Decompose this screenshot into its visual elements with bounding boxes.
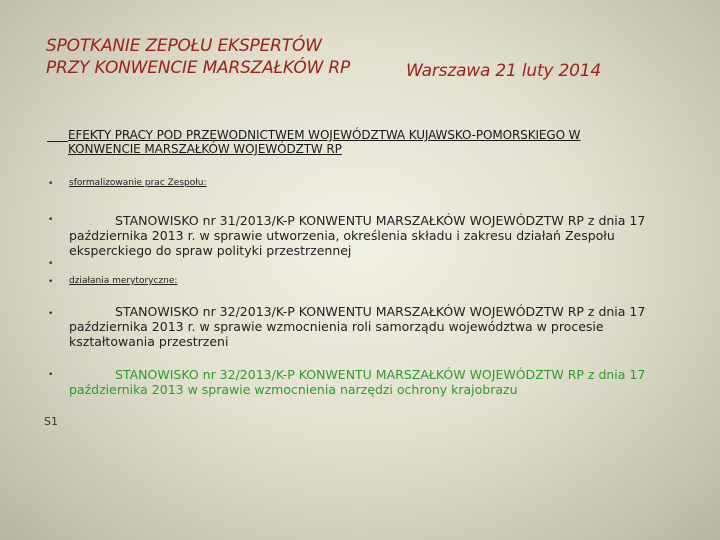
list-item-stanowisko-32-b (69, 367, 669, 397)
title-line-2: PRZY KONWENCIE MARSZAŁKÓW RP (46, 58, 351, 78)
list-item-sformalizowanie: sformalizowanie prac Zespołu: (69, 178, 207, 188)
list-item-stanowisko-31 (69, 213, 669, 258)
bullet-5: • (48, 370, 54, 380)
list-item-dzialania: działania merytoryczne: (69, 276, 178, 286)
stanowisko-32a-text: STANOWISKO nr 32/2013/K-P KONWENTU MARSZAŁKÓW WOJEWÓDZTW RP z dnia 17 października 2013 r. w sprawie wzmocnienia roli samorządu województwa w procesie kształtowania przestrzeni (69, 304, 646, 349)
bullet-empty: • (48, 259, 54, 269)
bullet-3: • (48, 277, 54, 287)
bullet-4: • (48, 309, 54, 319)
slide-date: Warszawa 21 luty 2014 (406, 61, 601, 81)
title-line-1: SPOTKANIE ZEPOŁU EKSPERTÓW (46, 36, 322, 56)
bullet-1: • (48, 179, 54, 189)
bullet-2: • (48, 215, 54, 225)
slide-number: S1 (44, 415, 58, 428)
heading-rule (47, 141, 68, 142)
list-item-stanowisko-32-a (69, 304, 669, 349)
slide-title (46, 35, 350, 79)
section-heading: EFEKTY PRACY POD PRZEWODNICTWEM WOJEWÓDZTWA KUJAWSKO-POMORSKIEGO W KONWENCIE MARSZAŁKÓW WOJEWÓDZTW RP (68, 128, 581, 156)
stanowisko-32b-text: STANOWISKO nr 32/2013/K-P KONWENTU MARSZAŁKÓW WOJEWÓDZTW RP z dnia 17 października 2013 w sprawie wzmocnienia narzędzi ochrony krajobrazu (69, 367, 646, 397)
stanowisko-31-text: STANOWISKO nr 31/2013/K-P KONWENTU MARSZAŁKÓW WOJEWÓDZTW RP z dnia 17 października 2013 r. w sprawie utworzenia, określenia składu i zakresu działań Zespołu eksperckiego do spraw polityki przestrzennej (69, 213, 646, 258)
